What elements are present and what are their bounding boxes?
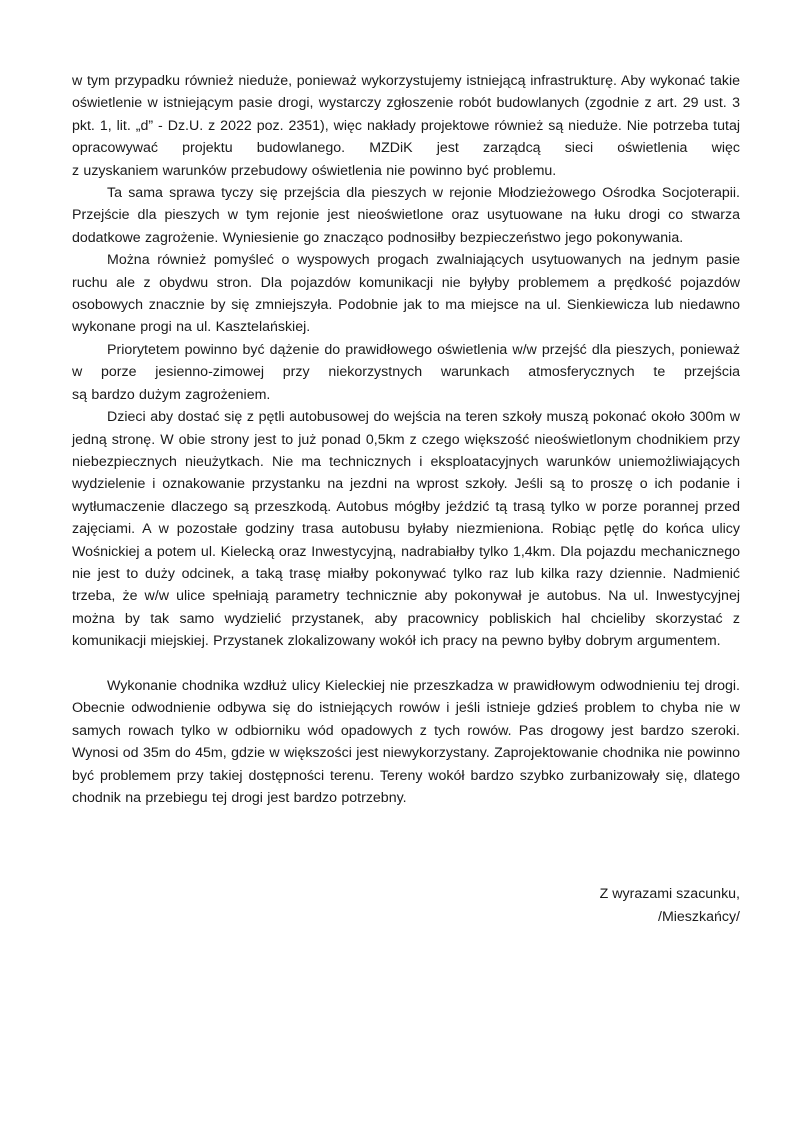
closing-signature: /Mieszkańcy/	[658, 908, 740, 925]
paragraph-text: są bardzo dużym zagrożeniem.	[72, 386, 271, 403]
letter-body	[72, 70, 740, 809]
paragraph-text: Wykonanie chodnika wzdłuż ulicy Kieleckiej nie przeszkadza w prawidłowym odwodnieniu tej drogi. Obecnie odwodnienie odbywa się do istniejących rowów i jeśli istnieje gdzieś problem to chyba nie w samych rowach tylko w odbiorniku wód opadowych z tych rowów. Pas drogowy jest bardzo szeroki. Wynosi od 35m do 45m, gdzie w większości jest niewykorzystany. Zaprojektowanie chodnika nie powinno być problemem przy takiej dostępności terenu. Tereny wokół bardzo szybko zurbanizowały się, dlatego chodnik na przebiegu tej drogi jest bardzo potrzebny.	[72, 677, 740, 806]
paragraph	[72, 182, 740, 249]
closing-block	[72, 883, 740, 928]
closing-salutation: Z wyrazami szacunku,	[599, 886, 740, 903]
paragraph-text: Priorytetem powinno być dążenie do prawidłowego oświetlenia w/w przejść dla pieszych, ponieważ w porze jesienno-zimowej przy niekorzystnych warunkach atmosferycznych te przejścia	[72, 341, 740, 381]
paragraph-text: Ta sama sprawa tyczy się przejścia dla pieszych w rejonie Młodzieżowego Ośrodka Socjoterapii. Przejście dla pieszych w tym rejonie jest nieoświetlone oraz usytuowane na łuku drogi co stwarza dodatkowe zagrożenie. Wyniesienie go znacząco podnosiłby bezpieczeństwo jego pokonywania.	[72, 185, 740, 246]
paragraph	[72, 675, 740, 809]
paragraph-text: Dzieci aby dostać się z pętli autobusowej do wejścia na teren szkoły muszą pokonać około 300m w jedną stronę. W obie strony jest to już ponad 0,5km z czego większość nieoświetlonym chodnikiem przy niebezpiecznych nieużytkach. Nie ma technicznych i eksploatacyjnych warunków uniemożliwiających wydzielenie i oznakowanie przystanku na jezdni na wprost szkoły. Jeśli są to proszę o ich podanie i wytłumaczenie dlaczego są przeszkodą. Autobus mógłby jeździć tą trasą tylko w porze porannej przed zajęciami. A w pozostałe godziny trasa autobusu byłaby niezmieniona. Robiąc pętlę do końca ulicy Wośnickiej a potem ul. Kielecką oraz Inwestycyjną, nadrabiałby tylko 1,4km. Dla pojazdu mechanicznego nie jest to duży odcinek, a taką trasę miałby pokonywać tylko raz lub kilka razy dziennie. Nadmienić trzeba, że w/w ulice spełniają parametry technicznie aby pokonywał je autobus. Na ul. Inwestycyjnej można by tak samo wydzielić przystanek, aby pracownicy pobliskich hal chcieliby skorzystać z komunikacji miejskiej. Przystanek zlokalizowany wokół ich pracy na pewno byłby dobrym argumentem.	[72, 409, 740, 650]
paragraph	[72, 249, 740, 339]
paragraph-text: Można również pomyśleć o wyspowych progach zwalniających usytuowanych na jednym pasie ruchu ale z obydwu stron. Dla pojazdów komunikacji nie byłyby problemem a prędkość pojazdów osobowych znacznie by się zmniejszyła. Podobnie jak to ma miejsce na ul. Sienkiewicza lub niedawno wykonane progi na ul. Kasztelańskiej.	[72, 252, 740, 336]
paragraph-text: z uzyskaniem warunków przebudowy oświetlenia nie powinno być problemu.	[72, 162, 557, 179]
paragraph	[72, 70, 740, 182]
paragraph	[72, 339, 740, 406]
paragraph	[72, 406, 740, 652]
paragraph-text: w tym przypadku również nieduże, ponieważ wykorzystujemy istniejącą infrastrukturę. Aby wykonać takie oświetlenie w istniejącym pasie drogi, wystarczy zgłoszenie robót budowlanych (zgodnie z art. 29 ust. 3 pkt. 1, lit. „d” - Dz.U. z 2022 poz. 2351), więc nakłady projektowe również są nieduże. Nie potrzeba tutaj opracowywać projektu budowlanego. MZDiK jest zarządcą sieci oświetlenia więc	[72, 73, 740, 157]
